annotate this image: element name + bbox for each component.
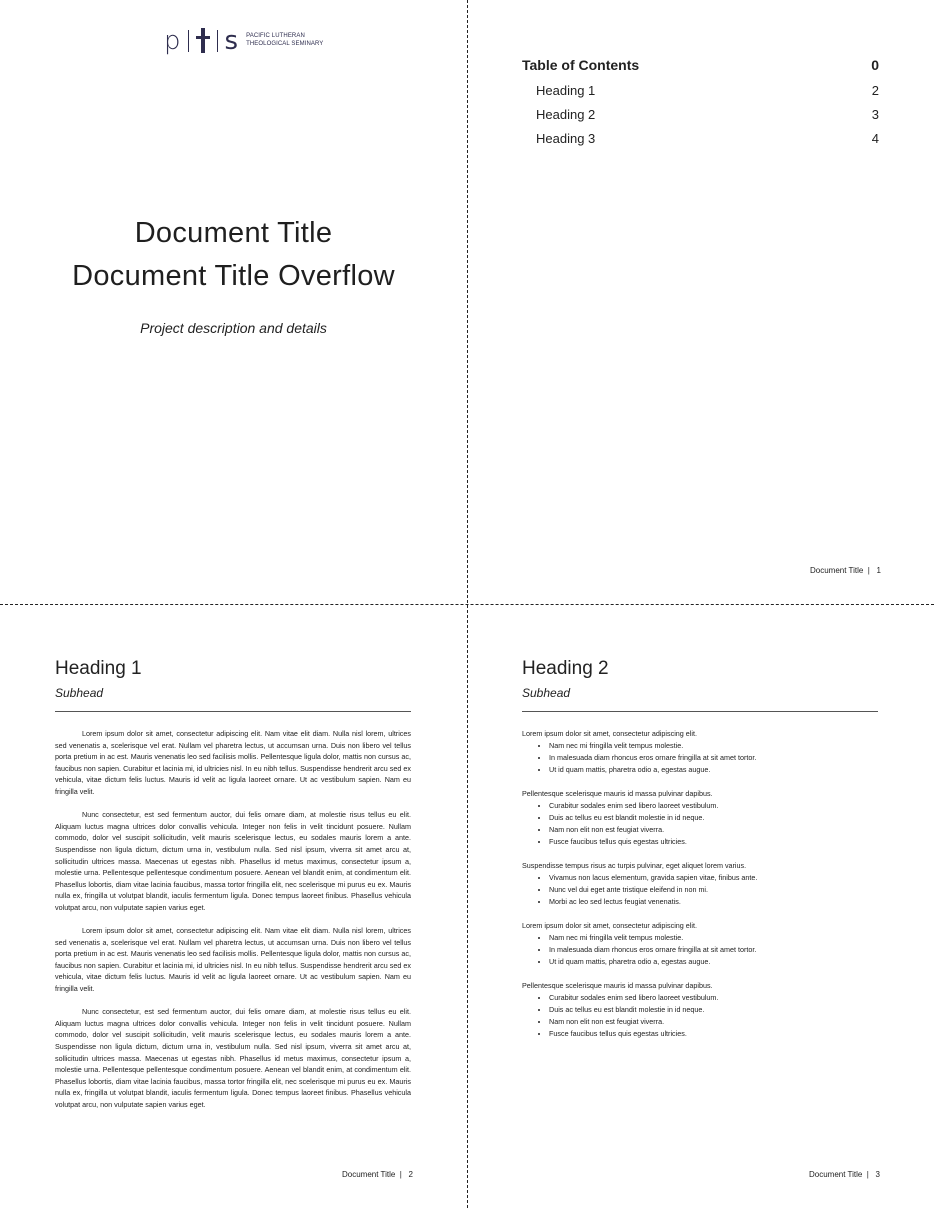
heading-1: Heading 1 xyxy=(55,658,142,679)
paragraph: Lorem ipsum dolor sit amet, consectetur adipiscing elit. Nam vitae elit diam. Nulla nisl lorem, ultrices sed venenatis a, scelerisque vel erat. Nullam vel pharetra lectus, ut accumsan urna. Duis non libero vel tellus porta pretium in ac est. Mauris venenatis leo sed facilisis mollis. Pellentesque ligula dolor, mattis non cursus ac, faucibus non sapien. Curabitur et lacinia mi, id ultricies nisl. In eu nibh tellus. Suspendisse hendrerit arcu sed ex vehicula, vitae dictum felis luctus. Mauris id velit ac ligula laoreet ornare. Ut ac vestibulum sapien. Nam eu fringilla velit. xyxy=(55,729,411,796)
list-item: • Duis ac tellus eu est blandit molestie in id neque. xyxy=(549,1004,882,1016)
list-group xyxy=(522,788,882,848)
list-group xyxy=(522,920,882,968)
list-item: • In malesuada diam rhoncus eros ornare fringilla at sit amet tortor. xyxy=(549,752,882,764)
heading-2: Heading 2 xyxy=(522,658,609,679)
toc-title-page: 0 xyxy=(871,57,879,73)
logo-line-2: THEOLOGICAL SEMINARY xyxy=(246,41,324,47)
list-lead: Suspendisse tempus risus ac turpis pulvinar, eget aliquet lorem varius. xyxy=(522,861,747,870)
list-group xyxy=(522,860,882,908)
toc-title: Table of Contents xyxy=(522,57,640,73)
page-footer: Document Title | 2 xyxy=(342,1170,413,1179)
page-footer: Document Title | 1 xyxy=(810,566,881,575)
list-item: • Ut id quam mattis, pharetra odio a, egestas augue. xyxy=(549,956,882,968)
paragraph: Nunc consectetur, est sed fermentum auctor, dui felis ornare diam, at molestie risus tellus eu elit. Aliquam luctus magna ultrices dolor convallis vehicula. Integer non felis in velit tincidunt posuere. Nullam commodo, dolor vel suscipit sollicitudin, velit mauris scelerisque lectus, eu sodales mauris lorem a ante. Suspendisse non ligula dictum, dictum urna in, vestibulum nulla. Sed nisl ipsum, viverra sit amet arcu at, sollicitudin ultrices massa. Maecenas ut egestas nibh. Phasellus id metus maximus, consectetur ipsum a, molestie urna. Pellentesque pellentesque condimentum posuere. Aenean vel blandit enim, at condimentum elit. Phasellus lobortis, diam vitae lacinia faucibus, massa tortor fringilla elit, nec scelerisque mi purus eu ex. Mauris nulla ex, fringilla ut volutpat blandit, iaculis fermentum ligula. Donec tempus laoreet finibus. Phasellus vehicula volutpat arcu, non vulputate sapien varius eget. xyxy=(55,810,411,912)
bullet-list-section xyxy=(522,728,882,1052)
toc-item-label: Heading 1 xyxy=(536,83,596,98)
logo-line-1: PACIFIC LUTHERAN xyxy=(246,33,305,39)
list-item: • Nam non elit non est feugiat viverra. xyxy=(549,824,882,836)
toc-item[interactable] xyxy=(522,107,879,131)
body-text xyxy=(55,728,411,1122)
list-lead: Pellentesque scelerisque mauris id massa pulvinar dapibus. xyxy=(522,789,713,798)
plts-logo xyxy=(164,26,323,54)
list-item: • Fusce faucibus tellus quis egestas ultricies. xyxy=(549,836,882,848)
list-item: • Fusce faucibus tellus quis egestas ultricies. xyxy=(549,1028,882,1040)
subhead: Subhead xyxy=(522,686,571,700)
toc-item[interactable] xyxy=(522,83,879,107)
table-of-contents xyxy=(522,57,879,155)
heading-rule xyxy=(55,711,411,712)
page-footer: Document Title | 3 xyxy=(809,1170,880,1179)
list-lead: Pellentesque scelerisque mauris id massa pulvinar dapibus. xyxy=(522,981,713,990)
list-item: • Duis ac tellus eu est blandit molestie in id neque. xyxy=(549,812,882,824)
page-divider-horizontal xyxy=(0,604,934,605)
list-group xyxy=(522,980,882,1040)
document-title-overflow: Document Title Overflow xyxy=(72,260,395,292)
list-item: • Ut id quam mattis, pharetra odio a, egestas augue. xyxy=(549,764,882,776)
list-group xyxy=(522,728,882,776)
list-item: • Nam nec mi fringilla velit tempus molestie. xyxy=(549,740,882,752)
toc-item-page: 3 xyxy=(871,107,879,122)
toc-item-label: Heading 2 xyxy=(536,107,596,122)
list-item: • Morbi ac leo sed lectus feugiat venenatis. xyxy=(549,896,882,908)
logo-text xyxy=(246,32,323,48)
list-item: • Curabitur sodales enim sed libero laoreet vestibulum. xyxy=(549,800,882,812)
list-item: • Nam nec mi fringilla velit tempus molestie. xyxy=(549,932,882,944)
toc-item[interactable] xyxy=(522,131,879,155)
list-item: • Nunc vel dui eget ante tristique eleifend in non mi. xyxy=(549,884,882,896)
list-item: • Vivamus non lacus elementum, gravida sapien vitae, finibus ante. xyxy=(549,872,882,884)
logo-mark-icon: p s xyxy=(164,26,239,56)
paragraph: Lorem ipsum dolor sit amet, consectetur adipiscing elit. Nam vitae elit diam. Nulla nisl lorem, ultrices sed venenatis a, scelerisque vel erat. Nullam vel pharetra lectus, ut accumsan urna. Duis non libero vel tellus porta pretium in ac est. Mauris venenatis leo sed facilisis mollis. Pellentesque ligula dolor, mattis non cursus ac, faucibus non sapien. Curabitur et lacinia mi, id ultricies nisl. In eu nibh tellus. Suspendisse hendrerit arcu sed ex vehicula, vitae dictum felis luctus. Mauris id velit ac ligula laoreet ornare. Ut ac vestibulum sapien. Nam eu fringilla velit. xyxy=(55,926,411,994)
toc-title-row xyxy=(522,57,879,83)
document-title: Document Title xyxy=(134,217,333,249)
paragraph: Nunc consectetur, est sed fermentum auctor, dui felis ornare diam, at molestie risus tellus eu elit. Aliquam luctus magna ultrices dolor convallis vehicula. Integer non felis in velit tincidunt posuere. Nullam commodo, dolor vel suscipit sollicitudin, velit mauris scelerisque lectus, eu sodales mauris lorem a ante. Suspendisse non ligula dictum, dictum urna in, vestibulum nulla. Sed nisl ipsum, viverra sit amet arcu at, sollicitudin ultrices massa. Maecenas ut egestas nibh. Phasellus id metus maximus, consectetur ipsum a, molestie urna. Pellentesque pellentesque condimentum posuere. Aenean vel blandit enim, at condimentum elit. Phasellus lobortis, diam vitae lacinia faucibus, massa tortor fringilla elit, nec scelerisque mi purus eu ex. Mauris nulla ex, fringilla ut volutpat blandit, iaculis fermentum ligula. Donec tempus laoreet finibus. Phasellus vehicula volutpat arcu, non vulputate sapien varius eget. xyxy=(55,1007,411,1109)
list-item: • Nam non elit non est feugiat viverra. xyxy=(549,1016,882,1028)
list-item: • In malesuada diam rhoncus eros ornare fringilla at sit amet tortor. xyxy=(549,944,882,956)
list-item: • Curabitur sodales enim sed libero laoreet vestibulum. xyxy=(549,992,882,1004)
toc-item-label: Heading 3 xyxy=(536,131,596,146)
subhead: Subhead xyxy=(55,686,104,700)
list-lead: Lorem ipsum dolor sit amet, consectetur adipiscing elit. xyxy=(522,921,697,930)
heading-rule xyxy=(522,711,878,712)
toc-item-page: 4 xyxy=(871,131,879,146)
toc-item-page: 2 xyxy=(871,83,879,98)
project-description: Project description and details xyxy=(140,320,327,336)
list-lead: Lorem ipsum dolor sit amet, consectetur adipiscing elit. xyxy=(522,729,697,738)
